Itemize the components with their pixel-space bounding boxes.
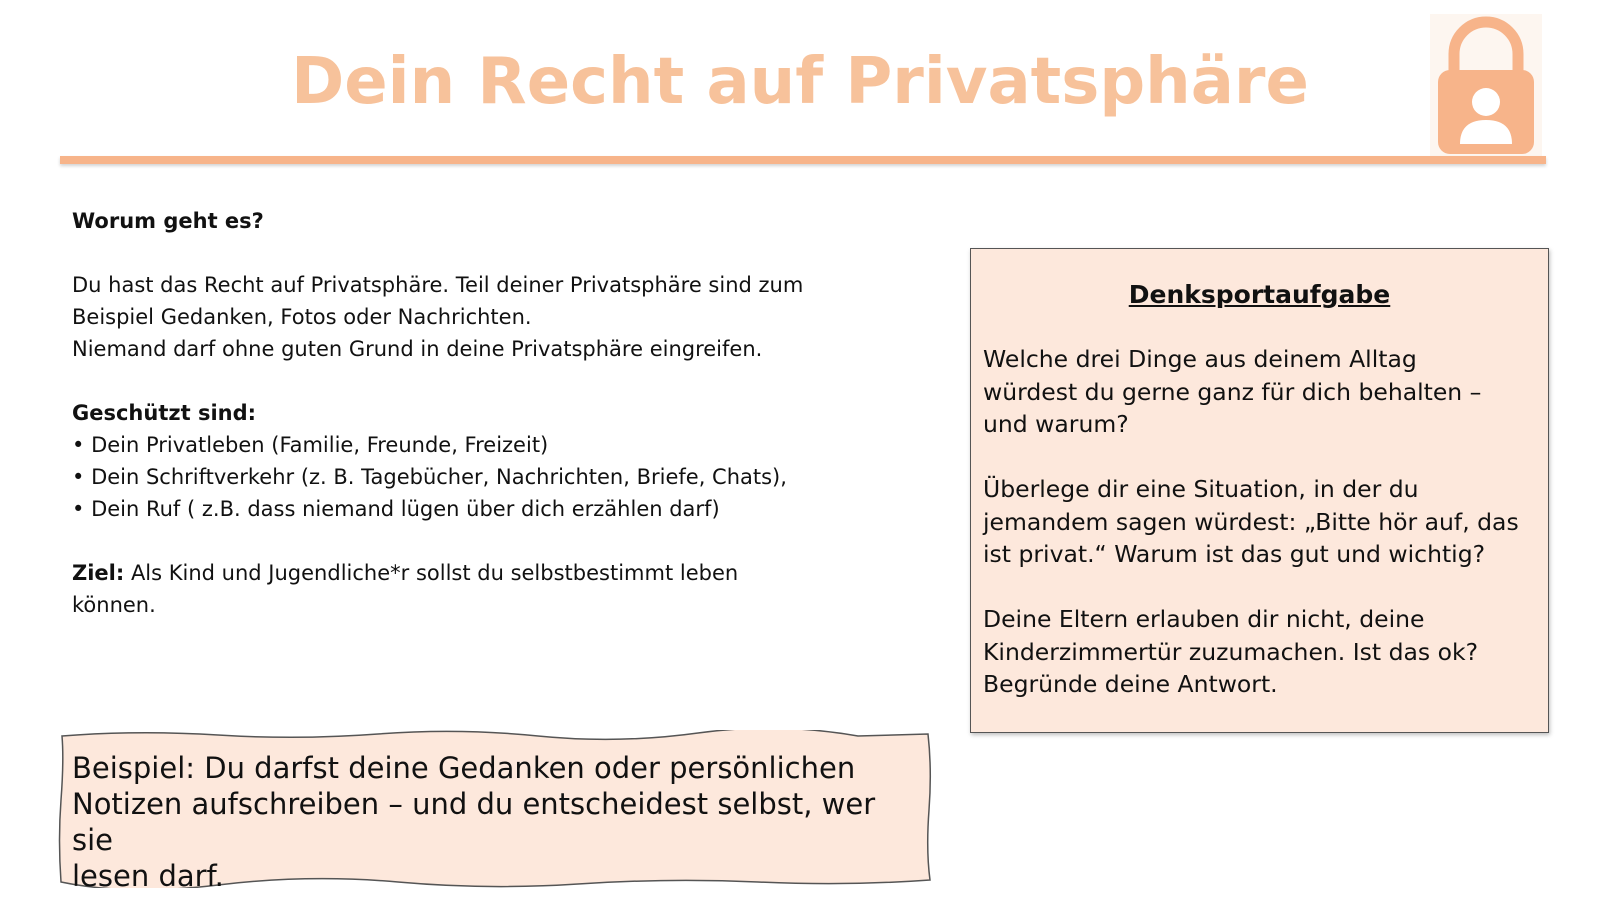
protected-list bbox=[72, 429, 892, 525]
question-line: ist privat.“ Warum ist das gut und wichtig? bbox=[983, 540, 1486, 568]
page-title: Dein Recht auf Privatsphäre bbox=[291, 45, 1309, 119]
question-line: Begründe deine Antwort. bbox=[983, 670, 1278, 698]
question-line: Deine Eltern erlauben dir nicht, deine bbox=[983, 605, 1425, 633]
example-box bbox=[58, 730, 932, 893]
intro-line: Niemand darf ohne guten Grund in deine Privatsphäre eingreifen. bbox=[72, 337, 763, 361]
goal-line-2: können. bbox=[72, 593, 156, 617]
intro-line: Du hast das Recht auf Privatsphäre. Teil deiner Privatsphäre sind zum bbox=[72, 273, 804, 297]
intro-line: Beispiel Gedanken, Fotos oder Nachrichten. bbox=[72, 305, 532, 329]
intro-section bbox=[72, 205, 892, 621]
goal-text: Als Kind und Jugendliche*r sollst du selbstbestimmt leben bbox=[124, 561, 739, 585]
padlock-person-icon bbox=[1430, 14, 1542, 160]
example-line: Notizen aufschreiben – und du entscheidest selbst, wer sie bbox=[72, 787, 876, 857]
question-line: Kinderzimmertür zuzumachen. Ist das ok? bbox=[983, 637, 1479, 666]
protected-heading: Geschützt sind: bbox=[72, 401, 257, 425]
goal-line bbox=[72, 557, 892, 589]
task-box bbox=[970, 248, 1549, 733]
question-line: Überlege dir eine Situation, in der du bbox=[983, 475, 1419, 503]
question-line: würdest du gerne ganz für dich behalten – bbox=[983, 377, 1482, 406]
example-line: lesen darf. bbox=[72, 859, 224, 893]
example-line: Beispiel: Du darfst deine Gedanken oder persönlichen bbox=[72, 751, 856, 785]
title-divider bbox=[60, 156, 1546, 164]
task-questions bbox=[983, 343, 1539, 701]
question-line: und warum? bbox=[983, 410, 1129, 438]
question-line: jemandem sagen würdest: „Bitte hör auf, das bbox=[983, 507, 1519, 536]
question-line: Welche drei Dinge aus deinem Alltag bbox=[983, 345, 1417, 373]
list-item: • Dein Ruf ( z.B. dass niemand lügen über dich erzählen darf) bbox=[72, 493, 892, 525]
list-item: • Dein Privatleben (Familie, Freunde, Freizeit) bbox=[72, 429, 892, 461]
task-title: Denksportaufgabe bbox=[1128, 280, 1391, 309]
list-item: • Dein Schriftverkehr (z. B. Tagebücher, Nachrichten, Briefe, Chats), bbox=[72, 461, 892, 493]
section-heading: Worum geht es? bbox=[72, 209, 264, 233]
goal-label: Ziel: bbox=[72, 561, 125, 585]
